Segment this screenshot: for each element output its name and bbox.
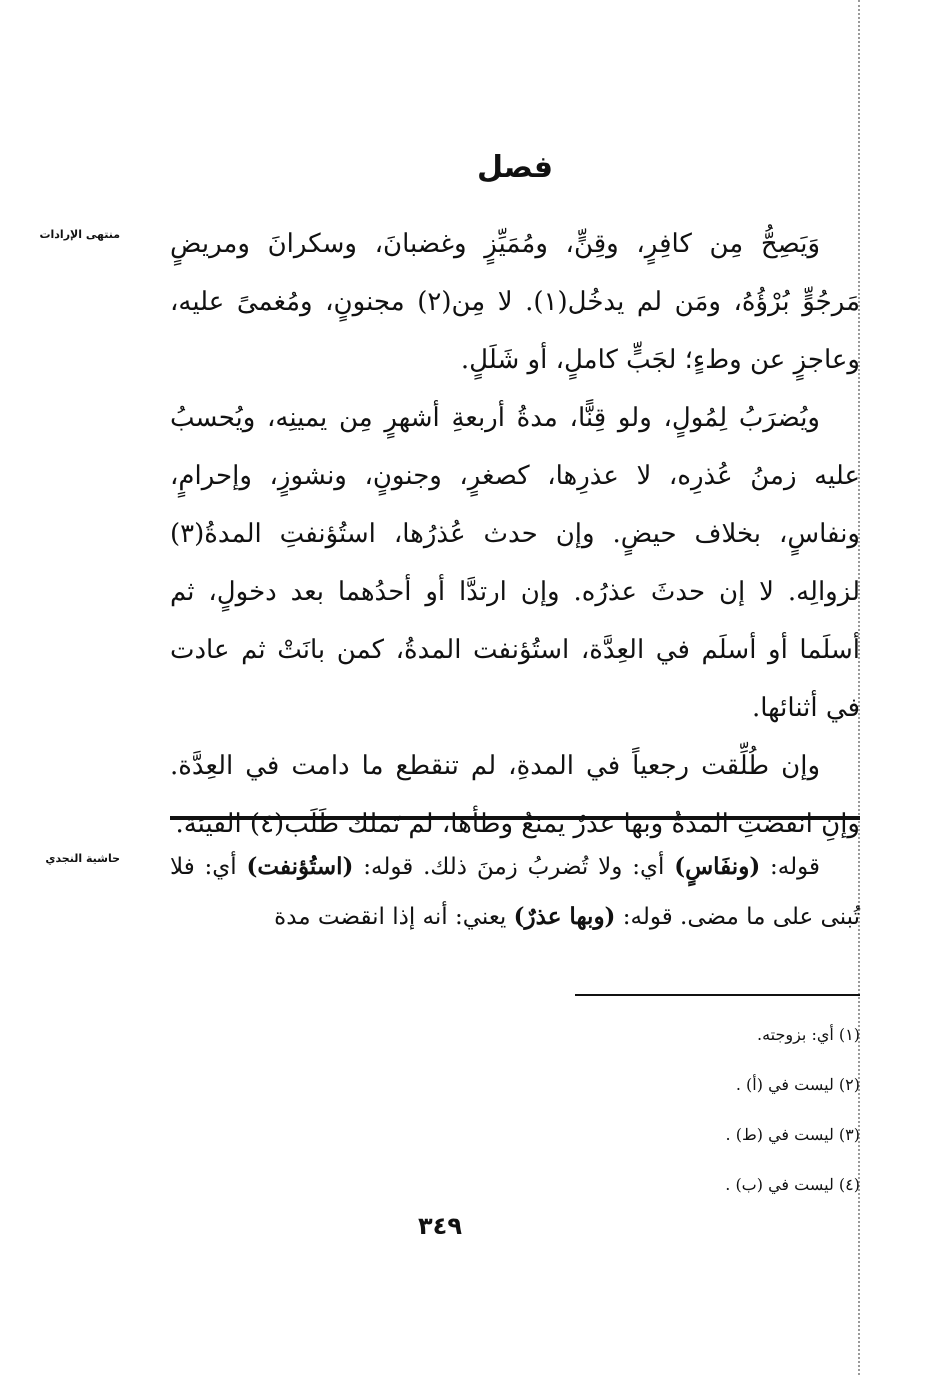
main-text-body	[170, 215, 860, 853]
commentary-paragraph	[170, 842, 860, 942]
section-title: فصل	[477, 150, 553, 185]
commentary-text: قوله:	[760, 854, 821, 880]
commentary-text: أي: ولا تُضربُ زمنَ ذلك. قوله:	[353, 854, 675, 880]
footnote: (٢) ليست في (أ) .	[735, 1075, 860, 1094]
footnote: (٤) ليست في (ب) .	[725, 1175, 860, 1194]
main-paragraph: ويُضرَبُ لِمُولٍ، ولو قِنًّا، مدةُ أربعةِ أشهرٍ مِن يمينِه، ويُحسبُ عليه زمنُ عُذرِه، لا عذرِها، كصغرٍ، وجنونٍ، ونشوزٍ، وإحرامٍ، ونفاسٍ، بخلاف حيضٍ. وإن حدث عُذرُها، استُؤنفتِ المدةُ(٣) لزوالِه. لا إن حدثَ عذرُه. وإن ارتدَّا أو أحدُهما بعد دخولٍ، ثم أسلَما أو أسلَم في العِدَّة، استُؤنفت المدةُ، كمن بانَتْ ثم عادت في أثنائها.	[170, 403, 860, 723]
footnote: (٣) ليست في (ط) .	[725, 1125, 860, 1144]
commentary-lemma: (ونفَاسٍ)	[674, 853, 761, 880]
footnote: (١) أي: بزوجته.	[756, 1025, 860, 1044]
main-text-divider	[170, 816, 860, 820]
margin-label-main-text: منتهى الإرادات	[39, 228, 120, 241]
commentary-text: أي: فلا تُبنى على ما مضى. قوله:	[170, 854, 860, 930]
commentary-lemma: (استُؤنفت)	[246, 853, 354, 880]
page-number: ٣٤٩	[418, 1212, 462, 1240]
footnote-divider	[575, 994, 860, 996]
commentary-body	[170, 842, 860, 942]
margin-label-commentary: حاشية النجدي	[45, 852, 120, 865]
footnotes	[460, 1010, 860, 1210]
commentary-lemma: (وبها عذرٌ)	[513, 903, 616, 930]
commentary-text: يعني: أنه إذا انقضت مدة	[274, 904, 514, 930]
main-paragraph: وإن طُلِّقت رجعياً في المدةِ، لم تنقطع ما دامت في العِدَّة. وإنِ انقضتِ المدةُ وبها عذرٌ يَمنعُ وطأها، لم تَملك طَلَبَ(٤) الفيئة.	[170, 751, 860, 839]
main-paragraph: وَيَصِحُّ مِن كافِرٍ، وقِنٍّ، ومُمَيِّزٍ وغضبانَ، وسكرانَ ومريضٍ مَرجُوٍّ بُرْؤُهُ، ومَن لم يدخُل(١). لا مِن(٢) مجنونٍ، ومُغمىً عليه، وعاجزٍ عن وطءٍ؛ لجَبٍّ كاملٍ، أو شَلَلٍ.	[170, 229, 860, 375]
